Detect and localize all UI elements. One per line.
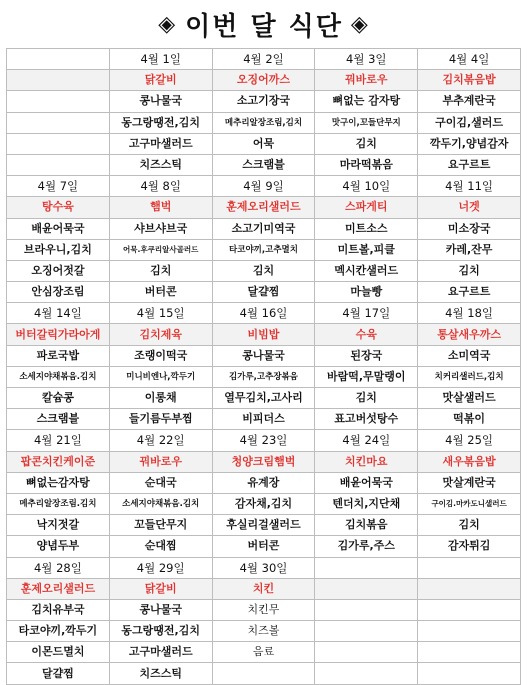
side-dish-cell: 안심장조림 [7, 282, 110, 303]
side-dish-cell: 달걀찜 [7, 663, 110, 684]
main-dish-cell: 버터갈릭가라아게 [7, 324, 110, 345]
main-dish-cell: 햄벅 [109, 197, 212, 218]
main-dish-cell: 팝콘치킨케이준 [7, 451, 110, 472]
side-dish-row [7, 154, 521, 175]
side-dish-cell: 메추리알장조림,김치 [212, 112, 315, 133]
side-dish-cell: 소고기장국 [212, 91, 315, 112]
side-dish-cell: 치즈스틱 [109, 154, 212, 175]
side-dish-cell [7, 91, 110, 112]
side-dish-cell [418, 642, 521, 663]
side-dish-cell: 파로국밥 [7, 345, 110, 366]
side-dish-row [7, 493, 521, 514]
date-cell: 4월 3일 [315, 49, 418, 70]
date-cell: 4월 28일 [7, 557, 110, 578]
side-dish-cell: 타코야끼,깍두기 [7, 621, 110, 642]
side-dish-cell: 텐더치,지단채 [315, 493, 418, 514]
side-dish-cell: 미트소스 [315, 218, 418, 239]
date-cell [418, 557, 521, 578]
side-dish-cell: 미트볼,피클 [315, 239, 418, 260]
main-dish-row [7, 197, 521, 218]
side-dish-cell: 표고버섯탕수 [315, 409, 418, 430]
main-dish-row [7, 324, 521, 345]
side-dish-cell: 배윤어묵국 [7, 218, 110, 239]
date-row [7, 49, 521, 70]
side-dish-cell: 김치유부국 [7, 599, 110, 620]
side-dish-cell: 소세지야채볶음.김치 [7, 366, 110, 387]
date-cell: 4월 7일 [7, 176, 110, 197]
side-dish-row [7, 472, 521, 493]
side-dish-cell: 미니비엔나,깍두기 [109, 366, 212, 387]
side-dish-cell: 브라우니,김치 [7, 239, 110, 260]
side-dish-cell: 조랭이떡국 [109, 345, 212, 366]
date-row [7, 176, 521, 197]
side-dish-cell: 맛살샐러드 [418, 388, 521, 409]
main-dish-cell: 훈제오리샐러드 [7, 578, 110, 599]
main-dish-cell: 꿔바로우 [315, 70, 418, 91]
side-dish-cell: 샤브샤브국 [109, 218, 212, 239]
side-dish-cell: 김치 [418, 515, 521, 536]
side-dish-cell: 비피더스 [212, 409, 315, 430]
date-row [7, 303, 521, 324]
side-dish-cell: 고구마샐러드 [109, 133, 212, 154]
side-dish-cell: 스크램블 [212, 154, 315, 175]
side-dish-cell: 소고기미역국 [212, 218, 315, 239]
main-dish-cell: 닭갈비 [109, 70, 212, 91]
date-cell: 4월 30일 [212, 557, 315, 578]
side-dish-cell: 카레,잔무 [418, 239, 521, 260]
main-dish-cell: 통살새우까스 [418, 324, 521, 345]
side-dish-cell: 소세지야채볶음.김치 [109, 493, 212, 514]
side-dish-cell: 치커리샐러드,김치 [418, 366, 521, 387]
side-dish-row [7, 621, 521, 642]
date-cell [315, 557, 418, 578]
title-text: 이번 달 식단 [185, 11, 343, 42]
date-row [7, 430, 521, 451]
side-dish-cell: 타코야끼,고추멸치 [212, 239, 315, 260]
side-dish-cell: 버터콘 [212, 536, 315, 557]
side-dish-cell: 뼈없는 감자탕 [315, 91, 418, 112]
date-cell: 4월 21일 [7, 430, 110, 451]
side-dish-cell: 양념두부 [7, 536, 110, 557]
side-dish-cell: 꼬들단무지 [109, 515, 212, 536]
side-dish-cell: 배윤어묵국 [315, 472, 418, 493]
side-dish-cell: 어묵.후쿠리알사골러드 [109, 239, 212, 260]
side-dish-cell: 순대찜 [109, 536, 212, 557]
side-dish-row [7, 239, 521, 260]
side-dish-row [7, 218, 521, 239]
side-dish-cell: 달걀찜 [212, 282, 315, 303]
side-dish-cell: 뼈없는감자탕 [7, 472, 110, 493]
side-dish-cell: 스크램블 [7, 409, 110, 430]
date-cell: 4월 9일 [212, 176, 315, 197]
date-cell: 4월 10일 [315, 176, 418, 197]
side-dish-cell: 멕시칸샐러드 [315, 260, 418, 281]
side-dish-cell: 동그랑땡전,김치 [109, 621, 212, 642]
side-dish-cell: 칼슘콩 [7, 388, 110, 409]
side-dish-cell: 맛구이,꼬들단무지 [315, 112, 418, 133]
date-cell: 4월 25일 [418, 430, 521, 451]
side-dish-row [7, 642, 521, 663]
side-dish-cell: 부추계란국 [418, 91, 521, 112]
side-dish-row [7, 409, 521, 430]
date-cell: 4월 16일 [212, 303, 315, 324]
side-dish-cell [315, 663, 418, 684]
date-cell [7, 49, 110, 70]
side-dish-cell: 치킨무 [212, 599, 315, 620]
main-dish-cell: 비빔밥 [212, 324, 315, 345]
main-dish-row [7, 451, 521, 472]
side-dish-cell: 미소장국 [418, 218, 521, 239]
side-dish-cell: 떡볶이 [418, 409, 521, 430]
side-dish-cell: 이몬드멸치 [7, 642, 110, 663]
side-dish-cell: 음료 [212, 642, 315, 663]
side-dish-row [7, 388, 521, 409]
side-dish-cell: 된장국 [315, 345, 418, 366]
side-dish-row [7, 515, 521, 536]
main-dish-cell: 수육 [315, 324, 418, 345]
date-cell: 4월 17일 [315, 303, 418, 324]
side-dish-cell: 김가루,고추장볶음 [212, 366, 315, 387]
side-dish-row [7, 663, 521, 684]
side-dish-cell: 어묵 [212, 133, 315, 154]
side-dish-cell [315, 599, 418, 620]
page-title [0, 0, 528, 48]
diamond-right-icon: ◈ [350, 11, 370, 37]
main-dish-cell [418, 578, 521, 599]
side-dish-cell: 고구마샐러드 [109, 642, 212, 663]
side-dish-cell: 콩나물국 [109, 91, 212, 112]
side-dish-cell: 오징어젓갈 [7, 260, 110, 281]
side-dish-cell: 동그랑땡전,김치 [109, 112, 212, 133]
side-dish-cell: 이롱채 [109, 388, 212, 409]
side-dish-row [7, 345, 521, 366]
side-dish-cell: 들기름두부찜 [109, 409, 212, 430]
side-dish-cell [7, 112, 110, 133]
side-dish-cell: 치즈볼 [212, 621, 315, 642]
side-dish-cell: 메추리알장조림.김치 [7, 493, 110, 514]
main-dish-cell: 너겟 [418, 197, 521, 218]
main-dish-cell: 훈제오리샐러드 [212, 197, 315, 218]
side-dish-cell: 감자튀김 [418, 536, 521, 557]
side-dish-cell: 마라떡볶음 [315, 154, 418, 175]
side-dish-cell: 버터콘 [109, 282, 212, 303]
main-dish-cell [315, 578, 418, 599]
side-dish-row [7, 260, 521, 281]
side-dish-cell [7, 154, 110, 175]
side-dish-row [7, 91, 521, 112]
main-dish-cell: 스파게티 [315, 197, 418, 218]
side-dish-cell: 감자채,김치 [212, 493, 315, 514]
side-dish-row [7, 112, 521, 133]
side-dish-row [7, 366, 521, 387]
date-cell: 4월 14일 [7, 303, 110, 324]
date-cell: 4월 15일 [109, 303, 212, 324]
side-dish-cell [418, 599, 521, 620]
date-cell: 4월 29일 [109, 557, 212, 578]
side-dish-cell: 순대국 [109, 472, 212, 493]
main-dish-cell: 새우볶음밥 [418, 451, 521, 472]
menu-table [6, 48, 521, 685]
side-dish-cell: 김치 [109, 260, 212, 281]
side-dish-cell: 김가루,주스 [315, 536, 418, 557]
side-dish-cell: 치즈스틱 [109, 663, 212, 684]
side-dish-cell: 열무김치,고사리 [212, 388, 315, 409]
side-dish-cell: 요구르트 [418, 282, 521, 303]
date-cell: 4월 4일 [418, 49, 521, 70]
main-dish-cell: 닭갈비 [109, 578, 212, 599]
date-cell: 4월 22일 [109, 430, 212, 451]
main-dish-cell: 김치볶음밥 [418, 70, 521, 91]
side-dish-cell: 김치 [212, 260, 315, 281]
date-cell: 4월 23일 [212, 430, 315, 451]
main-dish-cell [7, 70, 110, 91]
side-dish-cell: 유계장 [212, 472, 315, 493]
diamond-left-icon: ◈ [158, 11, 178, 37]
side-dish-cell: 구이김,샐러드 [418, 112, 521, 133]
side-dish-cell: 김치 [315, 388, 418, 409]
side-dish-row [7, 599, 521, 620]
side-dish-cell: 맛살계란국 [418, 472, 521, 493]
side-dish-cell [315, 642, 418, 663]
main-dish-cell: 김치제육 [109, 324, 212, 345]
date-cell: 4월 11일 [418, 176, 521, 197]
main-dish-cell: 치킨마요 [315, 451, 418, 472]
side-dish-cell: 김치 [315, 133, 418, 154]
main-dish-row [7, 70, 521, 91]
side-dish-row [7, 282, 521, 303]
side-dish-cell: 콩나물국 [109, 599, 212, 620]
date-row [7, 557, 521, 578]
date-cell: 4월 1일 [109, 49, 212, 70]
side-dish-cell: 마늘빵 [315, 282, 418, 303]
side-dish-cell [7, 133, 110, 154]
date-cell: 4월 24일 [315, 430, 418, 451]
side-dish-cell [418, 621, 521, 642]
side-dish-cell: 후실리걸샐러드 [212, 515, 315, 536]
side-dish-cell: 요구르트 [418, 154, 521, 175]
main-dish-cell: 오징어까스 [212, 70, 315, 91]
main-dish-row [7, 578, 521, 599]
side-dish-cell [212, 663, 315, 684]
side-dish-row [7, 536, 521, 557]
main-dish-cell: 꿔바로우 [109, 451, 212, 472]
side-dish-cell: 바람떡,무말랭이 [315, 366, 418, 387]
side-dish-cell: 김치볶음 [315, 515, 418, 536]
side-dish-cell: 낙지젓갈 [7, 515, 110, 536]
main-dish-cell: 청양크림햄벅 [212, 451, 315, 472]
side-dish-cell: 콩나물국 [212, 345, 315, 366]
side-dish-cell: 깍두기,양념감자 [418, 133, 521, 154]
main-dish-cell: 치킨 [212, 578, 315, 599]
side-dish-cell: 구이김.마카도니샐러드 [418, 493, 521, 514]
side-dish-cell: 김치 [418, 260, 521, 281]
main-dish-cell: 탕수육 [7, 197, 110, 218]
side-dish-cell [418, 663, 521, 684]
date-cell: 4월 2일 [212, 49, 315, 70]
date-cell: 4월 18일 [418, 303, 521, 324]
side-dish-cell [315, 621, 418, 642]
side-dish-cell: 소미역국 [418, 345, 521, 366]
date-cell: 4월 8일 [109, 176, 212, 197]
side-dish-row [7, 133, 521, 154]
